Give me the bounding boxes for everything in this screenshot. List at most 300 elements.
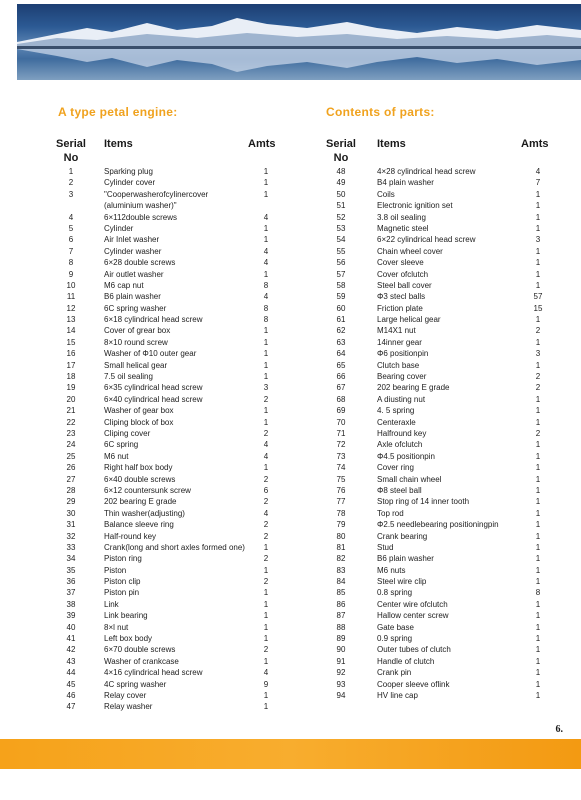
table-row <box>290 451 581 462</box>
table-row <box>0 633 290 644</box>
item-cell: 7.5 oil sealing <box>104 372 153 382</box>
serial-cell: 64 <box>336 349 346 359</box>
item-cell: Link <box>104 599 119 609</box>
item-cell: Crank(long and short axles formed one) <box>104 542 245 552</box>
item-cell: Right half box body <box>104 463 173 473</box>
table-row <box>290 303 581 314</box>
serial-cell: 28 <box>66 485 76 495</box>
amount-cell: 1 <box>263 337 269 347</box>
serial-cell: 12 <box>66 303 76 313</box>
table-row <box>0 314 290 325</box>
serial-cell: 18 <box>66 372 76 382</box>
item-cell: Cylinder <box>104 223 134 233</box>
item-cell: Cylinder washer <box>104 246 162 256</box>
serial-cell: 43 <box>66 656 76 666</box>
item-cell: Cover ofclutch <box>377 269 429 279</box>
serial-cell: 58 <box>336 280 346 290</box>
table-row <box>0 405 290 416</box>
item-cell: M6 cap nut <box>104 280 144 290</box>
table-row <box>290 314 581 325</box>
amount-cell: 4 <box>263 668 269 678</box>
serial-cell: 87 <box>336 611 346 621</box>
serial-cell: 35 <box>66 565 76 575</box>
item-cell: Cliping block of box <box>104 417 174 427</box>
amount-cell: 4 <box>263 246 269 256</box>
table-row <box>290 587 581 598</box>
amount-cell: 15 <box>533 303 543 313</box>
item-cell: Cover ring <box>377 463 414 473</box>
serial-cell: 52 <box>336 212 346 222</box>
amount-cell: 4 <box>535 167 541 176</box>
item-cell: M6 nuts <box>377 565 406 575</box>
amount-cell: 1 <box>535 451 541 461</box>
serial-cell: 63 <box>336 337 346 347</box>
amount-cell: 1 <box>263 463 269 473</box>
item-cell: Bearing cover <box>377 372 427 382</box>
serial-cell: 83 <box>336 565 346 575</box>
right-serial-header <box>324 137 358 165</box>
serial-cell: 49 <box>336 178 346 188</box>
amount-cell: 6 <box>263 485 269 495</box>
table-row <box>0 462 290 473</box>
table-row <box>290 257 581 268</box>
serial-cell: 39 <box>66 611 76 621</box>
amount-cell: 1 <box>535 622 541 632</box>
item-cell: B6 plain washer <box>104 292 161 302</box>
right-items-header: Items <box>377 138 406 150</box>
serial-cell: 78 <box>336 508 346 518</box>
table-row <box>0 439 290 450</box>
item-cell: Sparking plug <box>104 167 153 176</box>
table-row <box>290 428 581 439</box>
amount-cell: 1 <box>263 326 269 336</box>
table-row <box>290 360 581 371</box>
serial-cell: 22 <box>66 417 76 427</box>
amount-cell: 1 <box>535 337 541 347</box>
table-row <box>290 599 581 610</box>
table-row <box>290 371 581 382</box>
table-row <box>290 542 581 553</box>
table-row <box>290 656 581 667</box>
serial-cell: 24 <box>66 440 76 450</box>
item-cell: 3.8 oil sealing <box>377 212 426 222</box>
item-cell: Gate base <box>377 622 414 632</box>
serial-cell: 19 <box>66 383 76 393</box>
serial-cell: 30 <box>66 508 76 518</box>
serial-cell: 54 <box>336 235 346 245</box>
item-cell: Relay washer <box>104 702 153 712</box>
item-cell: Large helical gear <box>377 315 441 325</box>
item-cell: 6×28 double screws <box>104 258 176 268</box>
item-cell: Cover sleeve <box>377 258 424 268</box>
amount-cell: 8 <box>263 303 269 313</box>
item-cell: 6×35 cylindrical head screw <box>104 383 203 393</box>
serial-cell: 80 <box>336 531 346 541</box>
serial-cell: 36 <box>66 577 76 587</box>
item-cell: Φ3 stecl balls <box>377 292 426 302</box>
serial-cell: 85 <box>336 588 346 598</box>
serial-cell: 56 <box>336 258 346 268</box>
serial-cell: 48 <box>336 167 346 176</box>
right-parts-table <box>290 166 581 701</box>
serial-cell: 32 <box>66 531 76 541</box>
serial-cell: 55 <box>336 246 346 256</box>
table-row <box>0 200 290 211</box>
serial-cell: 38 <box>66 599 76 609</box>
amount-cell: 1 <box>535 201 541 211</box>
serial-cell: 51 <box>336 201 346 211</box>
item-cell: 8×10 round screw <box>104 337 168 347</box>
item-cell: Half-round key <box>104 531 157 541</box>
amount-cell: 8 <box>535 588 541 598</box>
table-row <box>290 166 581 177</box>
serial-cell: 73 <box>336 451 346 461</box>
serial-cell: 50 <box>336 189 346 199</box>
amount-cell: 1 <box>535 280 541 290</box>
serial-cell: 66 <box>336 372 346 382</box>
amount-cell: 2 <box>535 372 541 382</box>
table-row <box>0 223 290 234</box>
item-cell: Piston <box>104 565 127 575</box>
amount-cell: 1 <box>535 542 541 552</box>
table-row <box>0 701 290 712</box>
item-cell: 6C spring <box>104 440 139 450</box>
table-row <box>290 667 581 678</box>
amount-cell: 2 <box>263 577 269 587</box>
item-cell: Thin washer(adjusting) <box>104 508 185 518</box>
serial-cell: 59 <box>336 292 346 302</box>
item-cell: 0.9 spring <box>377 634 413 644</box>
item-cell: Piston clip <box>104 577 141 587</box>
item-cell: 14inner gear <box>377 337 422 347</box>
amount-cell: 1 <box>535 497 541 507</box>
item-cell: Center wire ofclutch <box>377 599 448 609</box>
table-row <box>290 496 581 507</box>
amount-cell: 2 <box>263 428 269 438</box>
item-cell: 202 bearing E grade <box>377 383 450 393</box>
table-row <box>0 565 290 576</box>
table-row <box>0 622 290 633</box>
serial-cell: 60 <box>336 303 346 313</box>
item-cell: Handle of clutch <box>377 656 435 666</box>
amount-cell: 1 <box>263 634 269 644</box>
serial-cell: 72 <box>336 440 346 450</box>
serial-cell: 8 <box>68 258 74 268</box>
item-cell: 6×18 cylindrical head screw <box>104 315 203 325</box>
item-cell: Hallow center screw <box>377 611 449 621</box>
table-row <box>290 508 581 519</box>
item-cell: Outer tubes of clutch <box>377 645 451 655</box>
serial-cell: 88 <box>336 622 346 632</box>
amount-cell: 1 <box>535 508 541 518</box>
serial-cell: 6 <box>68 235 74 245</box>
serial-cell: 41 <box>66 634 76 644</box>
table-row <box>290 462 581 473</box>
amount-cell: 1 <box>263 269 269 279</box>
item-cell: Piston ring <box>104 554 142 564</box>
table-row <box>290 177 581 188</box>
item-cell: 6×40 cylindrical head screw <box>104 394 203 404</box>
serial-cell: 10 <box>66 280 76 290</box>
table-row <box>290 576 581 587</box>
amount-cell: 1 <box>535 679 541 689</box>
table-row <box>0 553 290 564</box>
table-row <box>0 303 290 314</box>
serial-cell: 20 <box>66 394 76 404</box>
serial-cell: 44 <box>66 668 76 678</box>
amount-cell: 1 <box>535 258 541 268</box>
table-row <box>290 644 581 655</box>
table-row <box>0 474 290 485</box>
amount-cell: 1 <box>535 212 541 222</box>
amount-cell: 1 <box>263 360 269 370</box>
serial-cell: 17 <box>66 360 76 370</box>
amount-cell: 2 <box>535 428 541 438</box>
table-row <box>290 280 581 291</box>
amount-cell: 2 <box>263 497 269 507</box>
right-amts-header: Amts <box>521 138 549 150</box>
amount-cell: 4 <box>263 212 269 222</box>
serial-cell: 3 <box>68 189 74 199</box>
table-row <box>0 690 290 701</box>
table-row <box>0 587 290 598</box>
amount-cell: 1 <box>535 440 541 450</box>
amount-cell: 1 <box>263 622 269 632</box>
item-cell: Relay cover <box>104 690 147 700</box>
serial-cell: 13 <box>66 315 76 325</box>
item-cell: Small helical gear <box>104 360 168 370</box>
amount-cell: 1 <box>535 634 541 644</box>
amount-cell: 1 <box>535 269 541 279</box>
table-row <box>290 200 581 211</box>
item-cell: Axle ofclutch <box>377 440 423 450</box>
serial-cell: 47 <box>66 702 76 712</box>
amount-cell: 1 <box>535 223 541 233</box>
amount-cell: 1 <box>263 406 269 416</box>
item-cell: M14X1 nut <box>377 326 416 336</box>
serial-cell: 26 <box>66 463 76 473</box>
banner-mountain-lake-image <box>17 4 581 80</box>
serial-cell: 74 <box>336 463 346 473</box>
amount-cell: 8 <box>263 280 269 290</box>
table-row <box>0 542 290 553</box>
table-row <box>290 246 581 257</box>
item-cell: Φ6 positionpin <box>377 349 429 359</box>
serial-cell: 40 <box>66 622 76 632</box>
serial-cell: 75 <box>336 474 346 484</box>
footer-band <box>0 739 581 769</box>
amount-cell: 1 <box>263 349 269 359</box>
serial-cell: 53 <box>336 223 346 233</box>
amount-cell: 1 <box>263 542 269 552</box>
serial-cell: 25 <box>66 451 76 461</box>
table-row <box>0 382 290 393</box>
item-cell: Air outlet washer <box>104 269 164 279</box>
item-cell: 8×l nut <box>104 622 129 632</box>
table-row <box>0 576 290 587</box>
amount-cell: 9 <box>263 679 269 689</box>
left-parts-table <box>0 166 290 713</box>
serial-cell: 76 <box>336 485 346 495</box>
serial-cell: 14 <box>66 326 76 336</box>
serial-cell: 84 <box>336 577 346 587</box>
table-row <box>0 644 290 655</box>
table-row <box>0 656 290 667</box>
item-cell: Steel wire clip <box>377 577 427 587</box>
left-serial-header-line2: No <box>63 152 79 164</box>
item-cell: Coils <box>377 189 395 199</box>
amount-cell: 1 <box>535 463 541 473</box>
serial-cell: 68 <box>336 394 346 404</box>
item-cell: 6×112double screws <box>104 212 178 222</box>
serial-cell: 61 <box>336 315 346 325</box>
item-cell: Washer of Φ10 outer gear <box>104 349 197 359</box>
item-cell: Balance sleeve ring <box>104 520 174 530</box>
item-cell: 4C spring washer <box>104 679 167 689</box>
table-row <box>290 417 581 428</box>
amount-cell: 1 <box>263 372 269 382</box>
table-row <box>290 622 581 633</box>
amount-cell: 1 <box>535 577 541 587</box>
serial-cell: 62 <box>336 326 346 336</box>
table-row <box>290 531 581 542</box>
amount-cell: 1 <box>263 611 269 621</box>
amount-cell: 1 <box>263 167 269 176</box>
table-row <box>0 599 290 610</box>
table-row <box>290 291 581 302</box>
table-row <box>0 531 290 542</box>
table-row <box>0 269 290 280</box>
serial-cell: 31 <box>66 520 76 530</box>
item-cell: 4. 5 spring <box>377 406 415 416</box>
serial-cell: 81 <box>336 542 346 552</box>
serial-cell: 27 <box>66 474 76 484</box>
table-row <box>290 610 581 621</box>
amount-cell: 1 <box>263 702 269 712</box>
amount-cell: 1 <box>263 417 269 427</box>
item-cell: B6 plain washer <box>377 554 434 564</box>
item-cell: Stop ring of 14 inner tooth <box>377 497 470 507</box>
item-cell: Electronic ignition set <box>377 201 453 211</box>
item-cell: HV line cap <box>377 690 418 700</box>
amount-cell: 4 <box>263 292 269 302</box>
amount-cell: 1 <box>263 235 269 245</box>
amount-cell: 1 <box>535 417 541 427</box>
amount-cell: 2 <box>535 383 541 393</box>
amount-cell: 1 <box>535 565 541 575</box>
right-serial-header-line1: Serial <box>326 138 356 150</box>
table-row <box>0 485 290 496</box>
item-cell: 6×12 countersunk screw <box>104 485 191 495</box>
amount-cell: 7 <box>535 178 541 188</box>
serial-cell: 94 <box>336 690 346 700</box>
left-serial-header <box>54 137 88 165</box>
item-cell: 202 bearing E grade <box>104 497 177 507</box>
left-items-header: Items <box>104 138 133 150</box>
serial-cell: 9 <box>68 269 74 279</box>
amount-cell: 2 <box>263 531 269 541</box>
serial-cell: 23 <box>66 428 76 438</box>
table-row <box>290 234 581 245</box>
amount-cell: 1 <box>263 189 269 199</box>
serial-cell: 42 <box>66 645 76 655</box>
table-row <box>290 553 581 564</box>
item-cell: Φ4.5 positionpin <box>377 451 435 461</box>
amount-cell: 2 <box>535 326 541 336</box>
table-row <box>0 428 290 439</box>
item-cell: Halfround key <box>377 428 427 438</box>
table-row <box>0 280 290 291</box>
amount-cell: 1 <box>535 189 541 199</box>
table-row <box>290 519 581 530</box>
amount-cell: 57 <box>533 292 543 302</box>
item-cell: 0.8 spring <box>377 588 413 598</box>
table-row <box>290 269 581 280</box>
item-cell: Top rod <box>377 508 404 518</box>
serial-cell: 79 <box>336 520 346 530</box>
amount-cell: 1 <box>263 588 269 598</box>
table-row <box>0 166 290 177</box>
table-row <box>0 610 290 621</box>
item-cell: Φ8 steel ball <box>377 485 422 495</box>
serial-cell: 1 <box>68 167 74 176</box>
item-cell: Air Inlet washer <box>104 235 160 245</box>
table-row <box>290 223 581 234</box>
item-cell: Steel ball cover <box>377 280 432 290</box>
item-cell: 6C spring washer <box>104 303 167 313</box>
amount-cell: 4 <box>263 451 269 461</box>
serial-cell: 2 <box>68 178 74 188</box>
table-row <box>290 633 581 644</box>
serial-cell: 29 <box>66 497 76 507</box>
amount-cell: 1 <box>263 599 269 609</box>
table-row <box>0 451 290 462</box>
serial-cell: 70 <box>336 417 346 427</box>
amount-cell: 3 <box>535 349 541 359</box>
amount-cell: 1 <box>535 315 541 325</box>
amount-cell: 1 <box>535 690 541 700</box>
serial-cell: 16 <box>66 349 76 359</box>
item-cell: (aluminium washer)" <box>104 201 177 211</box>
item-cell: Cliping cover <box>104 428 151 438</box>
serial-cell: 89 <box>336 634 346 644</box>
table-row <box>0 337 290 348</box>
amount-cell: 1 <box>535 599 541 609</box>
amount-cell: 1 <box>535 611 541 621</box>
table-row <box>0 177 290 188</box>
serial-cell: 4 <box>68 212 74 222</box>
serial-cell: 92 <box>336 668 346 678</box>
item-cell: Left box body <box>104 634 153 644</box>
left-serial-header-line1: Serial <box>56 138 86 150</box>
table-row <box>290 325 581 336</box>
amount-cell: 1 <box>535 554 541 564</box>
item-cell: Cylinder cover <box>104 178 156 188</box>
item-cell: Washer of crankcase <box>104 656 179 666</box>
table-row <box>0 496 290 507</box>
item-cell: Magnetic steel <box>377 223 429 233</box>
table-row <box>0 519 290 530</box>
serial-cell: 15 <box>66 337 76 347</box>
item-cell: A diusting nut <box>377 394 426 404</box>
item-cell: Clutch base <box>377 360 420 370</box>
amount-cell: 1 <box>535 394 541 404</box>
item-cell: M6 nut <box>104 451 129 461</box>
amount-cell: 1 <box>535 474 541 484</box>
serial-cell: 71 <box>336 428 346 438</box>
amount-cell: 1 <box>263 223 269 233</box>
item-cell: Crank pin <box>377 668 412 678</box>
